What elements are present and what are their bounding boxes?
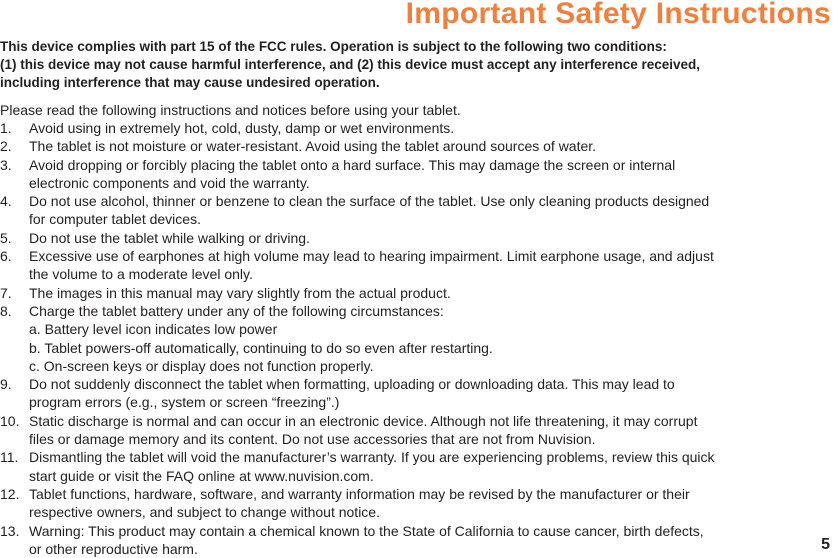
list-item-text: Charge the tablet battery under any of the following circumstances: [29, 302, 444, 319]
list-item-number: 10. [0, 412, 20, 429]
list-item [0, 284, 833, 302]
list-item-text: The tablet is not moisture or water-resistant. Avoid using the tablet around sources of water. [29, 138, 597, 155]
list-item-text: Dismantling the tablet will void the manufacturer’s warranty. If you are experiencing problems, review this quick [29, 449, 715, 466]
list-item-text: the volume to a moderate level only. [29, 266, 253, 283]
list-item-text: Excessive use of earphones at high volume may lead to hearing impairment. Limit earphone usage, and adjust [29, 248, 714, 265]
list-item-text: Tablet functions, hardware, software, and warranty information may be revised by the manufacturer or their [29, 485, 690, 502]
list-item-text: or other reproductive harm. [29, 540, 198, 557]
list-item-number: 11. [0, 449, 19, 466]
list-item-text: Warning: This product may contain a chemical known to the State of California to cause cancer, birth defects, [29, 522, 704, 539]
list-item-text: Do not use the tablet while walking or driving. [29, 229, 310, 246]
fcc-line: This device complies with part 15 of the FCC rules. Operation is subject to the following two conditions: [0, 39, 667, 54]
fcc-notice [0, 38, 833, 92]
list-item [0, 485, 833, 522]
list-item-text: files or damage memory and its content. Do not use accessories that are not from Nuvision. [29, 431, 596, 448]
list-item [0, 247, 833, 284]
list-item-text: The images in this manual may vary slightly from the actual product. [29, 284, 451, 301]
list-item-text: program errors (e.g., system or screen “freezing”.) [29, 394, 340, 411]
list-item-number: 7. [0, 284, 12, 301]
list-item [0, 156, 833, 193]
list-item-text: for computer tablet devices. [29, 211, 201, 228]
list-item-text: b. Tablet powers-off automatically, continuing to do so even after restarting. [29, 339, 493, 356]
list-item-number: 5. [0, 229, 12, 246]
page-number: 5 [821, 536, 830, 553]
fcc-line: (1) this device may not cause harmful interference, and (2) this device must accept any interference received, [0, 57, 701, 72]
list-item-number: 9. [0, 376, 12, 393]
list-item-text: start guide or visit the FAQ online at www.nuvision.com. [29, 467, 374, 484]
list-item-number: 1. [0, 120, 12, 136]
list-item-text: Static discharge is normal and can occur in an electronic device. Although not life threatening, it may corrupt [29, 412, 698, 429]
list-item-number: 2. [0, 138, 12, 155]
list-item-text: Avoid dropping or forcibly placing the tablet onto a hard surface. This may damage the screen or internal [29, 156, 676, 173]
list-item-number: 12. [0, 485, 20, 502]
list-item-text: Do not suddenly disconnect the tablet when formatting, uploading or downloading data. This may lead to [29, 376, 675, 393]
list-item-text: c. On-screen keys or display does not function properly. [29, 357, 374, 374]
list-item [0, 192, 833, 229]
list-item [0, 522, 833, 558]
fcc-line: including interference that may cause undesired operation. [0, 75, 380, 90]
list-item-text: Avoid using in extremely hot, cold, dusty, damp or wet environments. [29, 120, 455, 136]
list-item [0, 119, 833, 137]
intro-text: Please read the following instructions and notices before using your tablet. [0, 102, 461, 118]
list-item [0, 137, 833, 155]
list-item-text: Do not use alcohol, thinner or benzene to clean the surface of the tablet. Use only cleaning products designed [29, 193, 710, 210]
list-item [0, 412, 833, 449]
list-item [0, 375, 833, 412]
list-item-text: electronic components and void the warranty. [29, 174, 310, 191]
list-item [0, 302, 833, 375]
list-item-number: 3. [0, 156, 12, 173]
list-item [0, 448, 833, 485]
list-item-number: 6. [0, 248, 12, 265]
page-title: Important Safety Instructions [405, 0, 831, 30]
list-item-number: 8. [0, 302, 12, 319]
safety-instructions-list [0, 119, 833, 558]
list-item-number: 4. [0, 193, 12, 210]
list-item-text: respective owners, and subject to change without notice. [29, 504, 380, 521]
list-item-number: 13. [0, 522, 20, 539]
list-item [0, 229, 833, 247]
list-item-text: a. Battery level icon indicates low power [29, 321, 278, 338]
